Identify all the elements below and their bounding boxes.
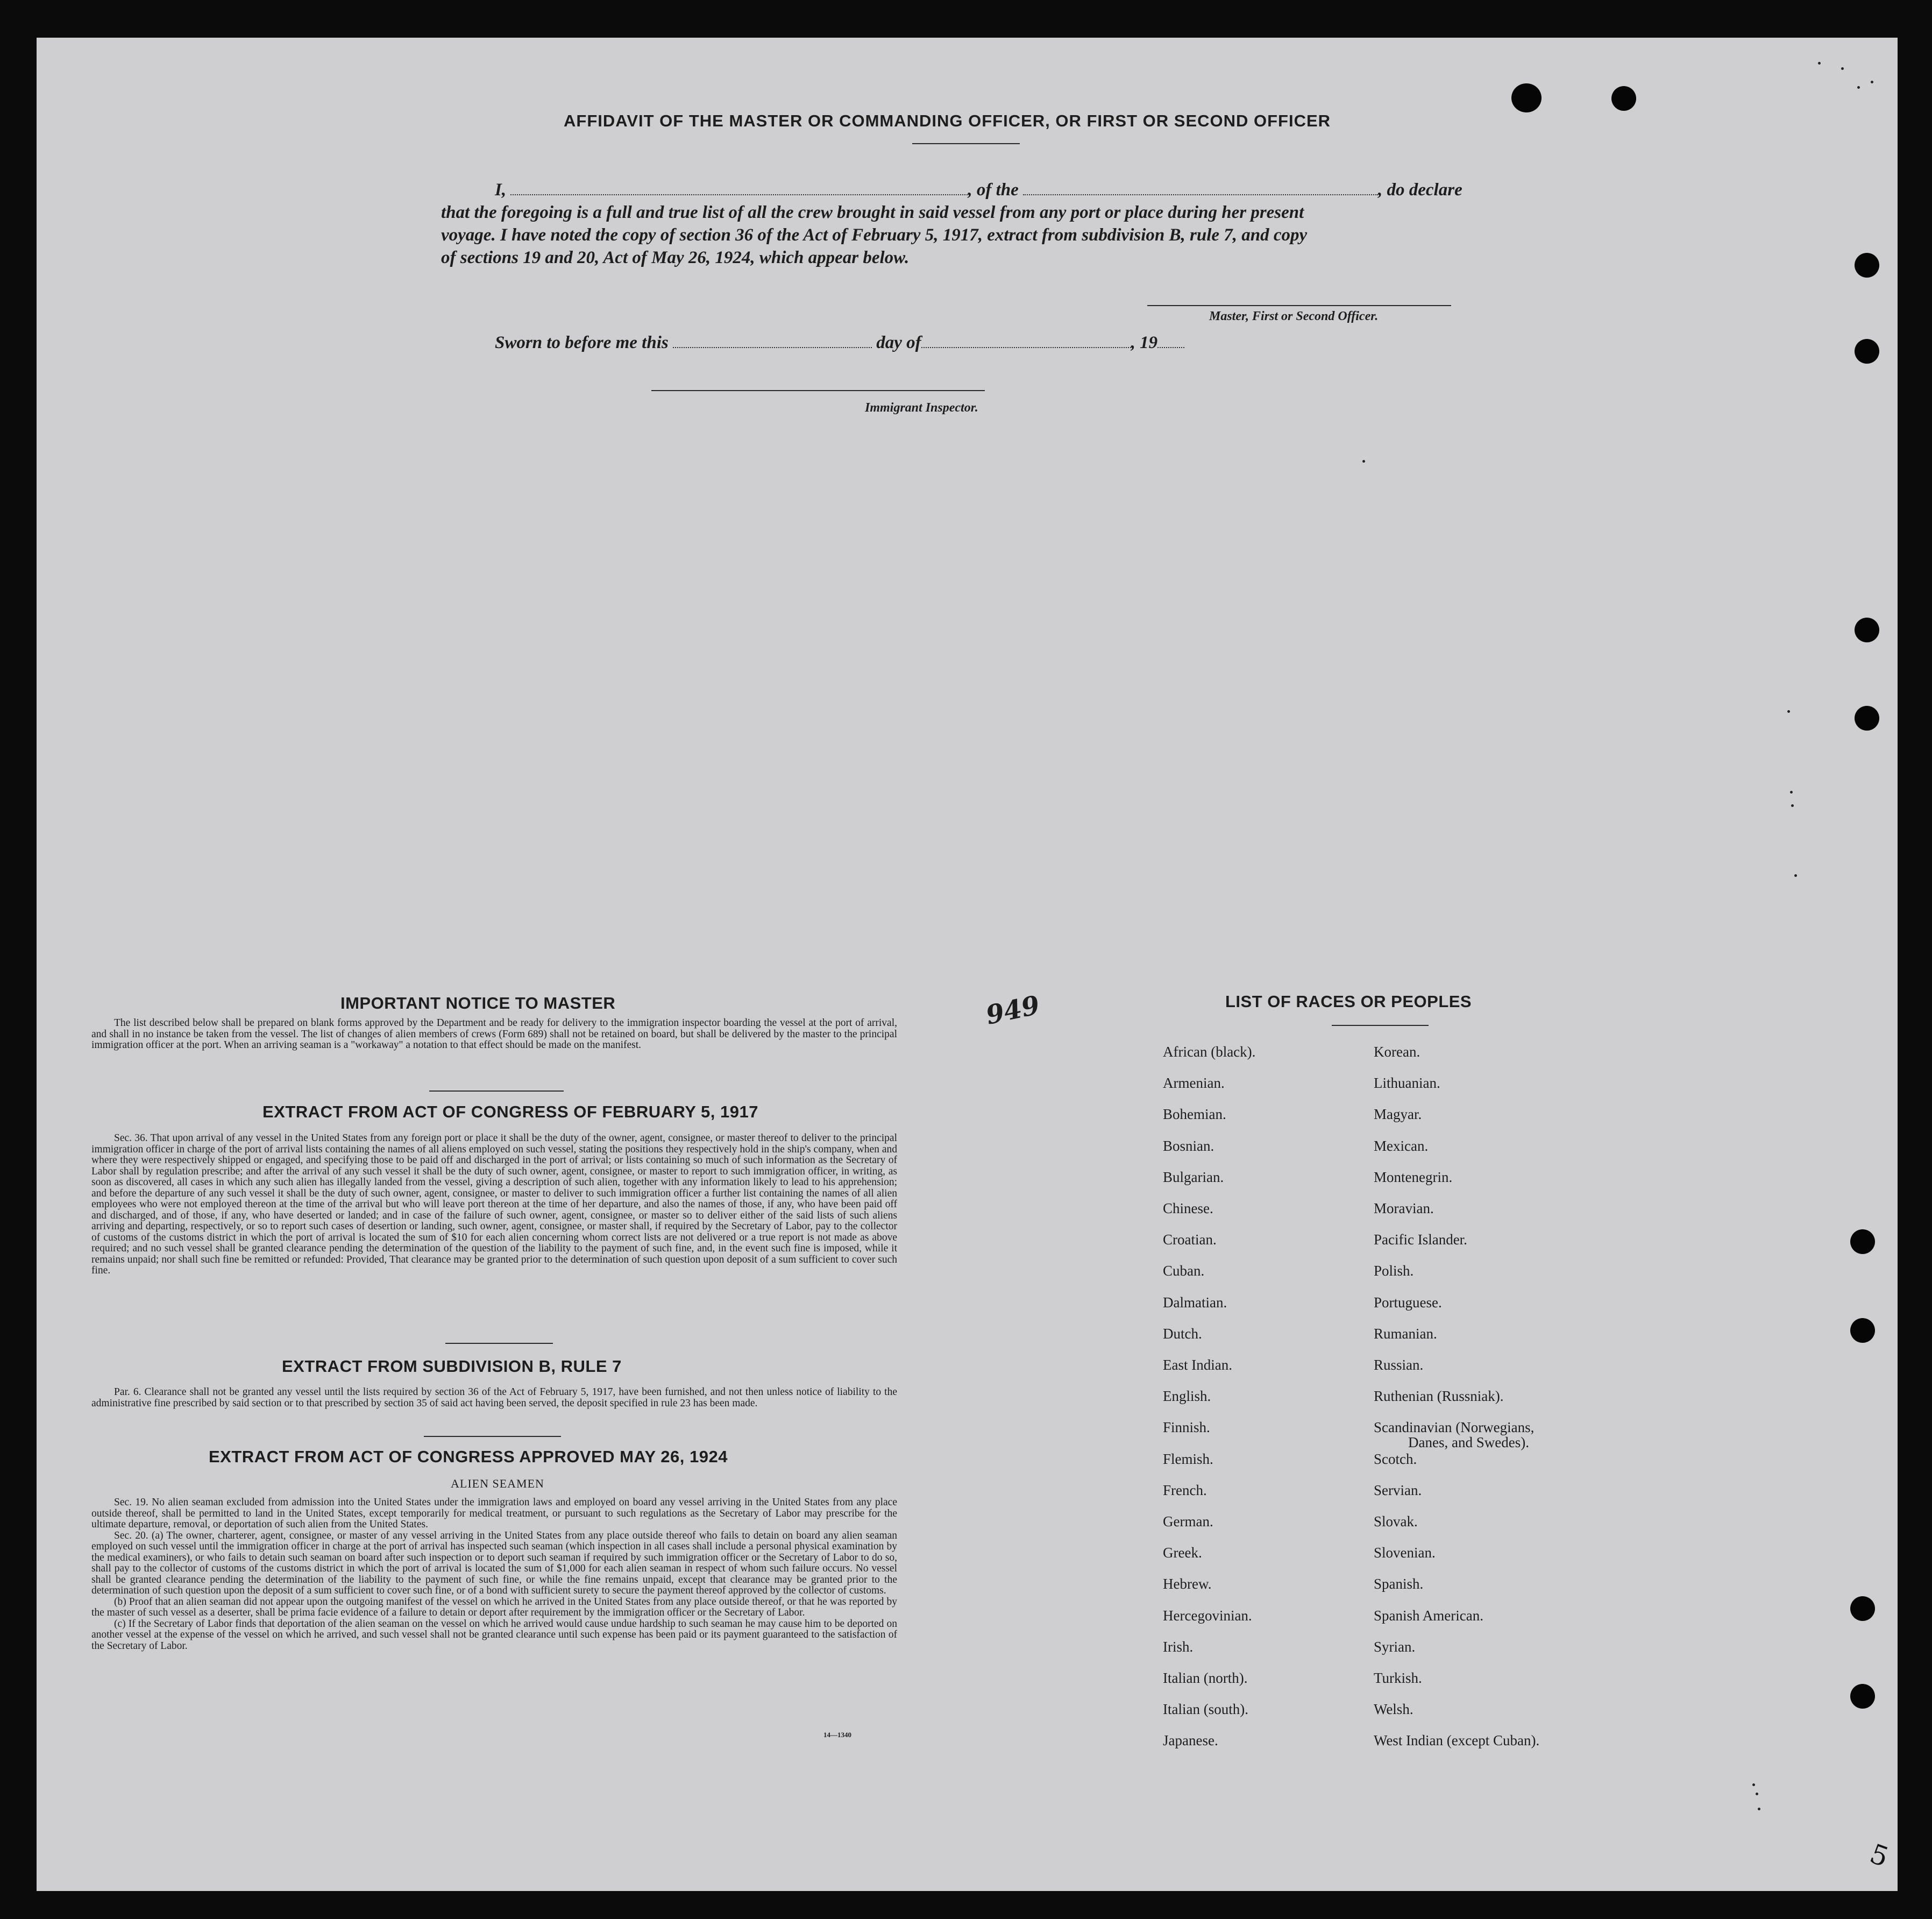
extract-1924-title: EXTRACT FROM ACT OF CONGRESS APPROVED MAY 26, 1924 bbox=[209, 1447, 728, 1466]
scan-speck bbox=[1362, 460, 1365, 463]
vessel-field[interactable] bbox=[1023, 180, 1378, 195]
affidavit-line-3: voyage. I have noted the copy of section 36 of the Act of February 5, 1917, extract from subdivision B, rule 7, and copy bbox=[441, 225, 1308, 245]
rule-1 bbox=[429, 1090, 564, 1092]
extract-1924-body bbox=[91, 1497, 897, 1652]
affidavit-line-2: that the foregoing is a full and true list of all the crew brought in said vessel from any port or place during her present bbox=[441, 203, 1304, 222]
sworn-line: Sworn to before me this day of , 19 bbox=[495, 331, 1184, 354]
scan-speck bbox=[1787, 710, 1790, 713]
race-item-left: Croatian. bbox=[1163, 1231, 1217, 1248]
sworn-year-field[interactable] bbox=[1157, 333, 1184, 348]
race-item-right: Spanish. bbox=[1374, 1576, 1424, 1592]
race-item-right: Montenegrin. bbox=[1374, 1169, 1453, 1185]
race-item-right: Rumanian. bbox=[1374, 1325, 1437, 1342]
race-item-right: Portuguese. bbox=[1374, 1294, 1442, 1311]
race-item-right: Mexican. bbox=[1374, 1137, 1429, 1154]
sworn-month-field[interactable] bbox=[921, 333, 1131, 348]
scan-speck bbox=[1857, 86, 1860, 89]
affidavit-title: AFFIDAVIT OF THE MASTER OR COMMANDING OFFICER, OR FIRST OR SECOND OFFICER bbox=[564, 111, 1331, 130]
race-item-left: English. bbox=[1163, 1388, 1211, 1405]
scan-speck bbox=[1790, 791, 1793, 794]
scan-speck bbox=[1756, 1793, 1758, 1795]
affidavit-title-rule bbox=[912, 143, 1020, 144]
scan-speck bbox=[1841, 67, 1844, 70]
sec-20a: Sec. 20. (a) The owner, charterer, agent, consignee, or master of any vessel arriving in the United States from any place outside thereof who fails to detain on board any alien seaman employed on such vessel until the immigration officer in charge at the port of arrival has inspected such seaman (which inspection in all cases shall include a personal physical examination by the medical examiners), or who fails to detain such seaman on board after such inspection or to deport such seaman if required by such immigration officer or the Secretary of Labor to do so, shall pay to the collector of customs of the customs district in which the port of arrival is located the sum of $1,000 for each alien seaman in respect of whom such failure occurs. No vessel shall be granted clearance pending the determination of the liability to the payment of such fine, or while the fine remains unpaid, except that clearance may be granted prior to the determination of such question upon the deposit of a sum sufficient to cover such fine, or of a bond with sufficient surety to secure the payment thereof approved by the collector of customs. bbox=[91, 1529, 897, 1596]
race-item-left: Hercegovinian. bbox=[1163, 1607, 1252, 1624]
race-item-right: Russian. bbox=[1374, 1357, 1424, 1373]
binder-hole bbox=[1855, 618, 1879, 642]
races-title-rule bbox=[1332, 1025, 1429, 1026]
inspector-signature-line[interactable] bbox=[651, 390, 985, 391]
race-item-left: Bohemian. bbox=[1163, 1106, 1226, 1123]
extract-rule7-body: Par. 6. Clearance shall not be granted any vessel until the lists required by section 36 of the Act of February 5, 1917, have been furnished, and not then unless notice of liability to the administrative fine prescribed by said section or to that prescribed by section 35 of said act having been served, the deposit specified in rule 23 has been made. bbox=[91, 1386, 897, 1409]
binder-hole bbox=[1855, 339, 1879, 364]
race-item-left: Dutch. bbox=[1163, 1325, 1202, 1342]
race-item-right: Lithuanian. bbox=[1374, 1075, 1440, 1092]
race-item-left: Irish. bbox=[1163, 1638, 1194, 1655]
scan-speck bbox=[1758, 1808, 1760, 1810]
race-item-left: Hebrew. bbox=[1163, 1576, 1212, 1592]
handwritten-mark: 949 bbox=[983, 990, 1042, 1031]
rule-3 bbox=[424, 1436, 561, 1437]
notice-body: The list described below shall be prepared on blank forms approved by the Department and be ready for delivery to the immigration inspector boarding the vessel at the port of arrival, and shall in no instance be taken from the vessel. The list of changes of alien members of crews (Form 689) shall not be retained on board, but shall be delivered by the master to the principal immigration officer at the port. When an arriving seaman is a "workaway" a notation to that effect should be made on the manifest. bbox=[91, 1017, 897, 1051]
race-item-right: Pacific Islander. bbox=[1374, 1231, 1467, 1248]
race-item-left: Chinese. bbox=[1163, 1200, 1213, 1216]
race-item-left: Bulgarian. bbox=[1163, 1169, 1224, 1185]
race-item-right: Servian. bbox=[1374, 1482, 1422, 1498]
affidavit-line-1: I, , of the , do declare bbox=[495, 180, 1462, 200]
binder-hole bbox=[1611, 86, 1636, 111]
race-item-left: Cuban. bbox=[1163, 1263, 1205, 1279]
race-item-left: Italian (north). bbox=[1163, 1670, 1248, 1686]
name-field[interactable] bbox=[510, 180, 968, 195]
sec-20b: (b) Proof that an alien seaman did not appear upon the outgoing manifest of the vessel on which he arrived in the United States from any place outside thereof, or that he was reported by the master of such vessel as a deserter, shall be prima facie evidence of a failure to detain or deport after requirement by the immigration officer or the Secretary of Labor. bbox=[91, 1596, 897, 1618]
inspector-label: Immigrant Inspector. bbox=[865, 401, 978, 415]
sec-19: Sec. 19. No alien seaman excluded from admission into the United States under the immigration laws and employed on board any vessel arriving in the United States from any place outside thereof, shall be permitted to land in the United States, except temporarily for medical treatment, or pursuant to such regulations as the Secretary of Labor may prescribe for the ultimate departure, removal, or deportation of such alien from the United States. bbox=[91, 1497, 897, 1530]
race-item-right: Turkish. bbox=[1374, 1670, 1422, 1686]
binder-hole bbox=[1855, 253, 1879, 278]
scan-speck bbox=[1752, 1783, 1755, 1786]
race-item-right: West Indian (except Cuban). bbox=[1374, 1732, 1540, 1749]
race-item-right: Moravian. bbox=[1374, 1200, 1434, 1216]
scan-speck bbox=[1871, 81, 1873, 83]
race-item-right: Syrian. bbox=[1374, 1638, 1416, 1655]
extract-1917-body: Sec. 36. That upon arrival of any vessel in the United States from any foreign port or place it shall be the duty of the owner, agent, consignee, or master thereof to deliver to the principal immigration officer in charge of the port of arrival lists containing the names of all aliens employed on such vessel, stating the positions they respectively hold in the ship's company, when and where they were respectively shipped or engaged, and specifying those to be paid off and discharged in the port of arrival; or lists containing so much of such information as the Secretary of Labor shall by regulation prescribe; and after the arrival of any such vessel it shall be the duty of such owner, agent, consignee, or master to report to such immigration officer, in writing, as soon as discovered, all cases in which any such alien has illegally landed from the vessel, giving a description of such alien, together with any information likely to lead to his apprehension; and before the departure of any such vessel it shall be the duty of such owner, agent, consignee, or master to deliver to such immigration officer a further list containing the names of all alien employees who were not employed thereon at the time of the arrival but who will leave port thereon at the time of her departure, and also the names of those, if any, who have been paid off and discharged, and of those, if any, who have deserted or landed; and in case of the failure of such owner, agent, consignee, or master so to deliver either of the said lists of such aliens arriving and departing, respectively, or so to report such cases of desertion or landing, such owner, agent, consignee, or master shall, if required by the Secretary of Labor, pay to the collector of customs of the customs district in which the port of arrival is located the sum of $10 for each alien concerning whom correct lists are not delivered or a true report is not made as above required; and no such vessel shall be granted clearance pending the determination of the question of the liability to the payment of such fine, and, in the event such fine is imposed, while it remains unpaid; nor shall such fine be remitted or refunded: Provided, That clearance may be granted prior to the determination of such question upon deposit of a sum sufficient to cover such fine. bbox=[91, 1132, 897, 1276]
race-item-left: French. bbox=[1163, 1482, 1207, 1498]
race-item-left: African (black). bbox=[1163, 1044, 1256, 1060]
race-item-left: Armenian. bbox=[1163, 1075, 1225, 1092]
form-number: 14—1340 bbox=[823, 1731, 851, 1739]
scan-speck bbox=[1791, 804, 1794, 807]
affidavit-line-4: of sections 19 and 20, Act of May 26, 1924, which appear below. bbox=[441, 248, 910, 267]
alien-seamen-subtitle: ALIEN SEAMEN bbox=[451, 1477, 544, 1490]
race-item-right: Scandinavian (Norwegians, bbox=[1374, 1419, 1535, 1436]
binder-hole bbox=[1855, 706, 1879, 731]
race-item-right: Ruthenian (Russniak). bbox=[1374, 1388, 1504, 1405]
binder-hole bbox=[1850, 1318, 1875, 1343]
race-item-right: Welsh. bbox=[1374, 1701, 1414, 1718]
form-sheet bbox=[37, 38, 1898, 1891]
binder-hole bbox=[1850, 1684, 1875, 1709]
sec-20c: (c) If the Secretary of Labor finds that deportation of the alien seaman on the vessel on which he arrived would cause undue hardship to such seaman he may cause him to be deported on another vessel at the expense of the vessel on which he arrived, and such vessel shall not be granted clearance until such expense has been paid or its payment guaranteed to the satisfaction of the Secretary of Labor. bbox=[91, 1618, 897, 1652]
race-item-right: Polish. bbox=[1374, 1263, 1414, 1279]
scan-speck bbox=[1818, 62, 1821, 65]
corner-handwritten-mark: 5 bbox=[1866, 1838, 1893, 1873]
notice-title: IMPORTANT NOTICE TO MASTER bbox=[340, 994, 616, 1012]
master-signature-label: Master, First or Second Officer. bbox=[1209, 309, 1379, 323]
races-title: LIST OF RACES OR PEOPLES bbox=[1225, 992, 1472, 1011]
race-item-left: Italian (south). bbox=[1163, 1701, 1248, 1718]
scan-speck bbox=[1794, 874, 1797, 877]
race-item-right: Spanish American. bbox=[1374, 1607, 1483, 1624]
race-item-left: Flemish. bbox=[1163, 1450, 1213, 1467]
binder-hole bbox=[1850, 1229, 1875, 1254]
sworn-day-field[interactable] bbox=[673, 333, 872, 348]
race-item-left: Bosnian. bbox=[1163, 1137, 1214, 1154]
race-item-right: Slovenian. bbox=[1374, 1545, 1436, 1561]
extract-1917-title: EXTRACT FROM ACT OF CONGRESS OF FEBRUARY 5, 1917 bbox=[262, 1102, 758, 1121]
race-item-left: Dalmatian. bbox=[1163, 1294, 1227, 1311]
race-item-left: East Indian. bbox=[1163, 1357, 1232, 1373]
race-item-right: Magyar. bbox=[1374, 1106, 1422, 1123]
binder-hole bbox=[1850, 1596, 1875, 1621]
extract-rule7-title: EXTRACT FROM SUBDIVISION B, RULE 7 bbox=[282, 1357, 622, 1376]
race-scandinavian-continued: Danes, and Swedes). bbox=[1408, 1434, 1529, 1451]
race-item-left: Greek. bbox=[1163, 1545, 1202, 1561]
race-item-right: Korean. bbox=[1374, 1044, 1420, 1060]
rule-2 bbox=[445, 1343, 553, 1344]
race-item-left: German. bbox=[1163, 1513, 1213, 1529]
race-item-left: Japanese. bbox=[1163, 1732, 1218, 1749]
master-signature-line[interactable] bbox=[1147, 305, 1451, 306]
binder-hole bbox=[1511, 83, 1542, 112]
race-item-right: Slovak. bbox=[1374, 1513, 1418, 1529]
race-item-right: Scotch. bbox=[1374, 1450, 1417, 1467]
race-item-left: Finnish. bbox=[1163, 1419, 1210, 1436]
